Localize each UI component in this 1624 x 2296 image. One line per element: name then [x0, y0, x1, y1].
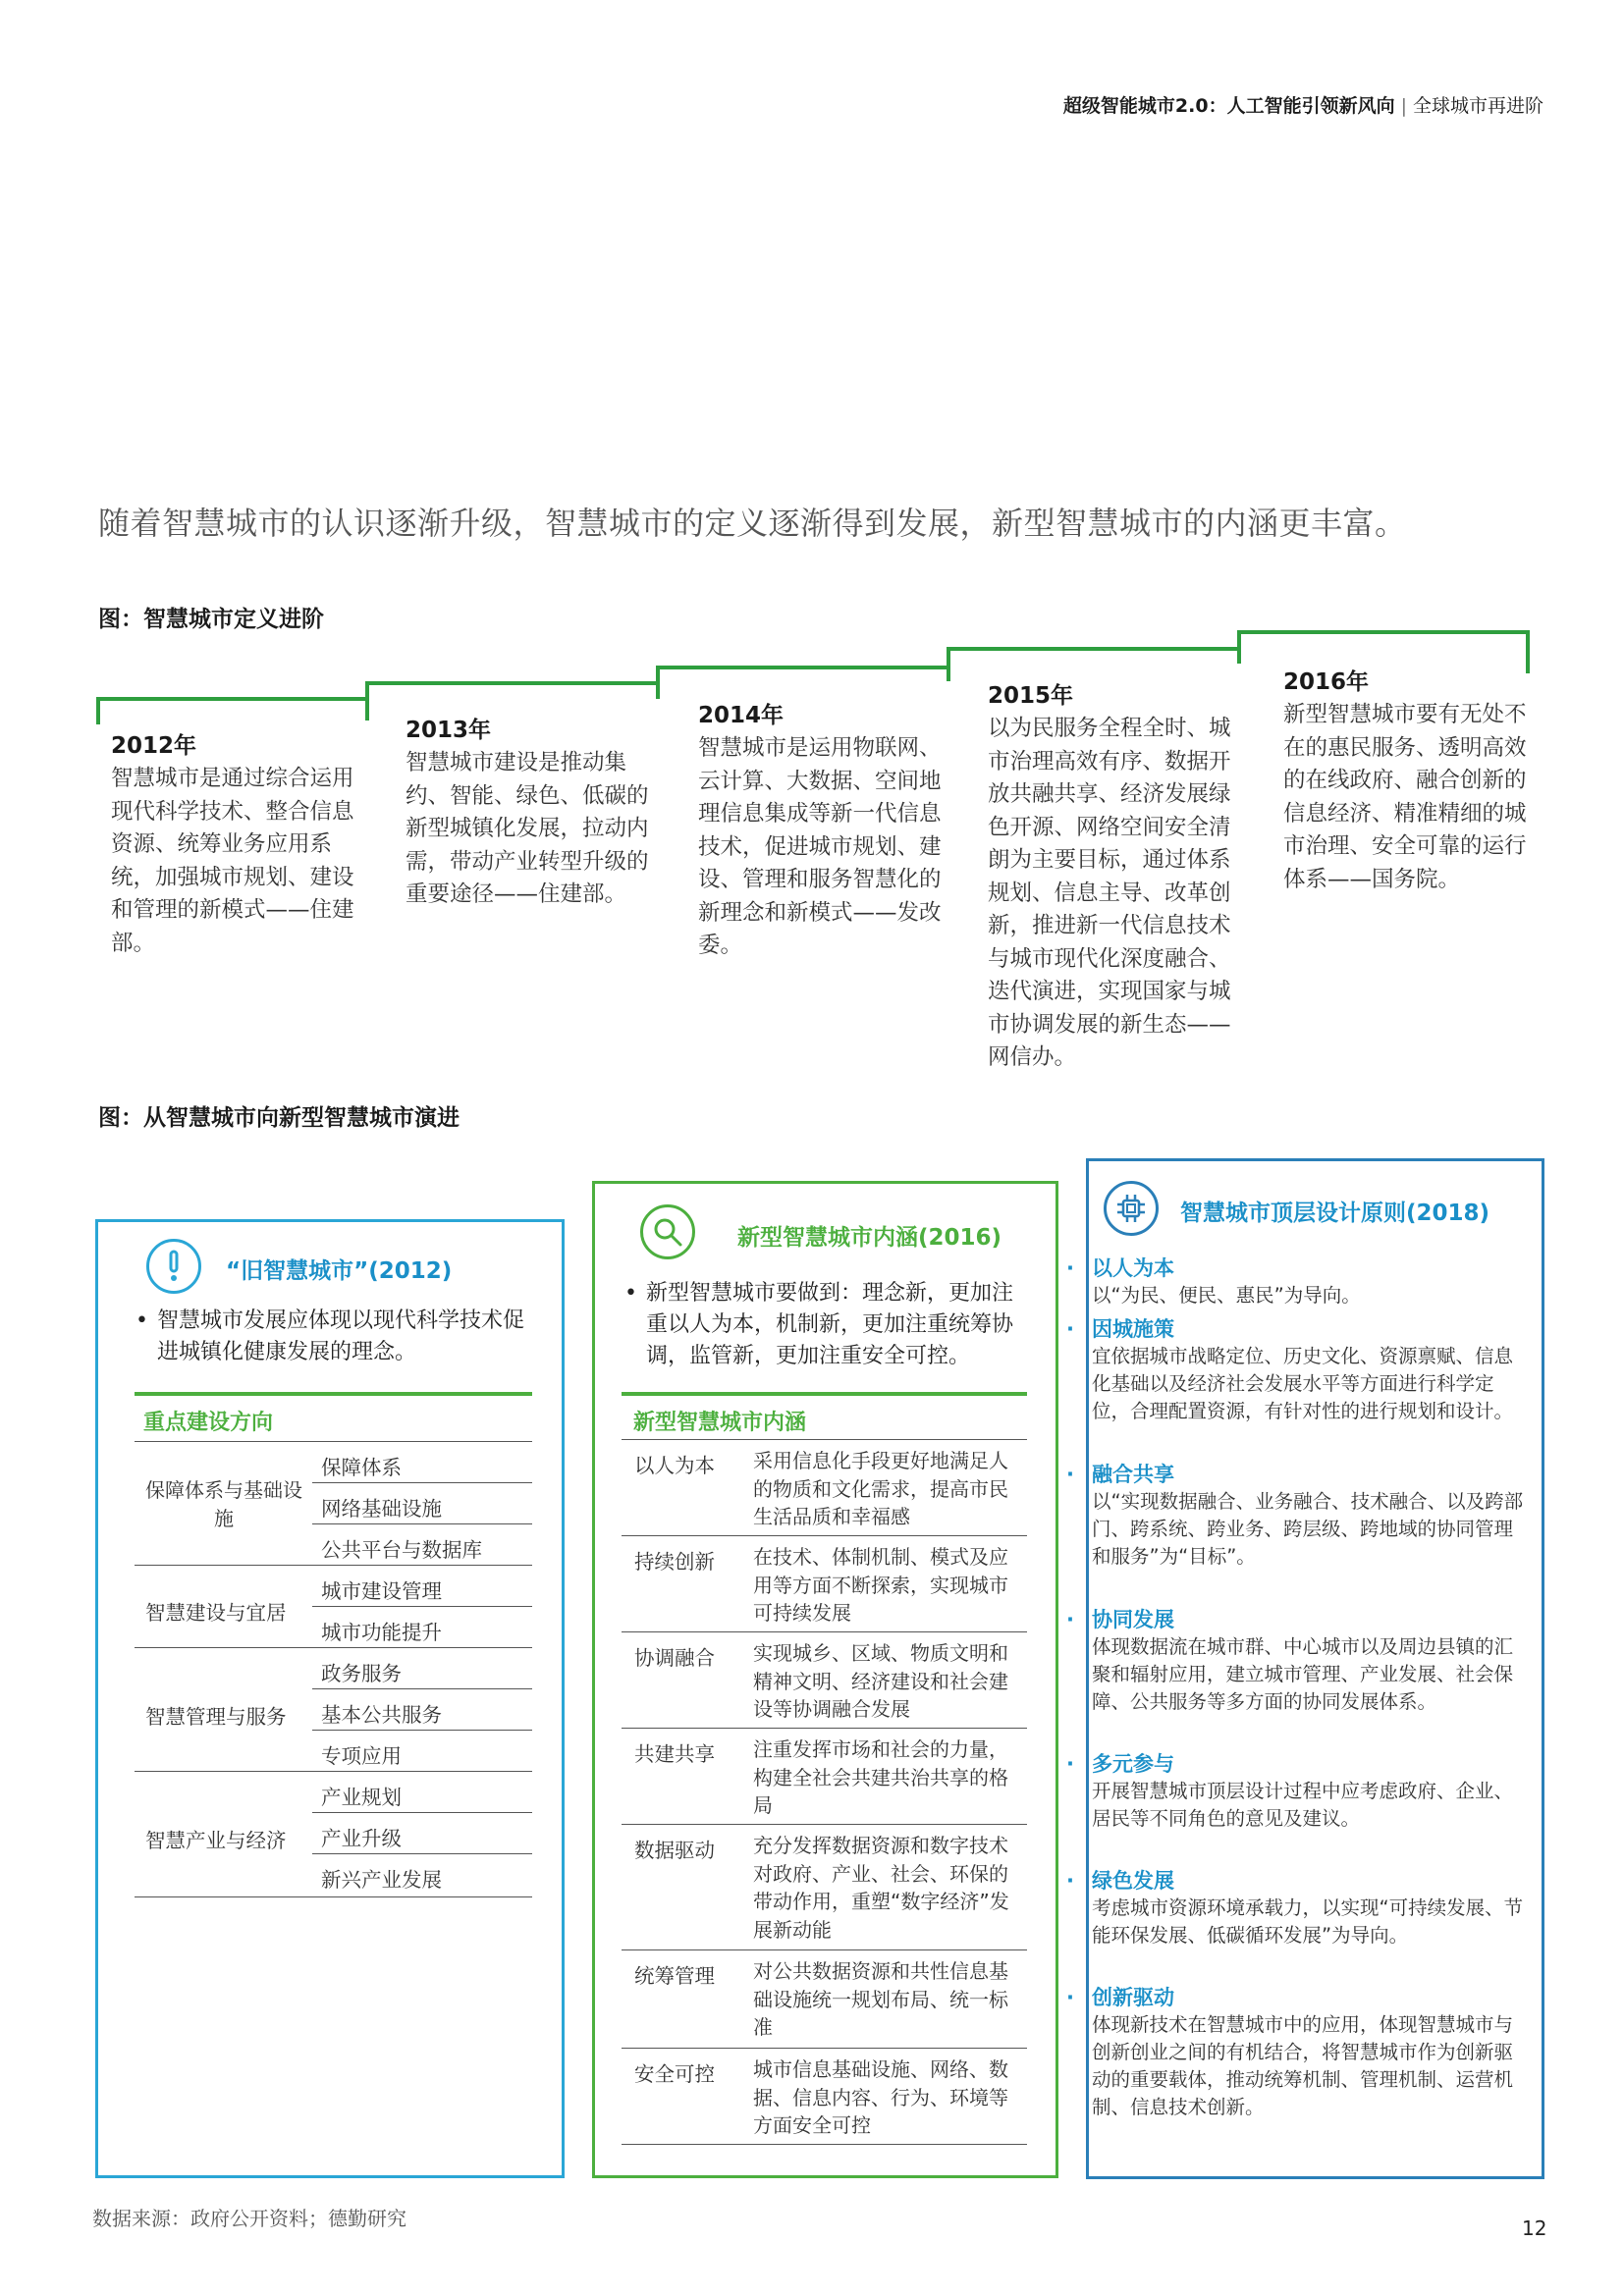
box1-title-year: (2012) [368, 1258, 453, 1284]
timeline-text: 智慧城市是通过综合运用现代科学技术、整合信息资源、统筹业务应用系统，加强城市规划、建设和管理的新模式——住建部。 [111, 766, 354, 956]
principle-heading: 协同发展 [1092, 1608, 1174, 1631]
timeline-item-2013 [406, 716, 651, 912]
timeline-year: 2012年 [111, 733, 197, 759]
box1-group-name: 智慧建设与宜居 [145, 1601, 287, 1625]
box2-bullet-text: 新型智慧城市要做到：理念新，更加注重以人为本，机制新，更加注重统筹协调，监管新，更加注重安全可控。 [646, 1281, 1014, 1368]
box1-section-rule [135, 1392, 532, 1396]
box2-title-text: 新型智慧城市内涵 [737, 1225, 918, 1251]
principle-body: 体现新技术在智慧城市中的应用，体现智慧城市与创新创业之间的有机结合，将智慧城市作为创新驱动的重要载体，推动统筹机制、管理机制、运营机制、信息技术创新。 [1092, 2013, 1514, 2118]
timeline-year: 2016年 [1283, 669, 1370, 695]
box1-group-item: 新兴产业发展 [321, 1868, 442, 1892]
principle-body: 体现数据流在城市群、中心城市以及周边县镇的汇聚和辐射应用，建立城市管理、产业发展、社会保障、公共服务等多方面的协同发展体系。 [1092, 1635, 1514, 1713]
chip-icon [1104, 1181, 1159, 1236]
principle-heading: 因城施策 [1092, 1317, 1174, 1341]
box2-title [737, 1219, 1001, 1252]
data-source: 数据来源：政府公开资料；德勤研究 [92, 2207, 406, 2230]
principle-heading: 融合共享 [1092, 1463, 1174, 1486]
box2-row-key: 数据驱动 [634, 1839, 715, 1862]
box1-group-item: 基本公共服务 [321, 1703, 442, 1727]
principle-body: 考虑城市资源环境承载力，以实现“可持续发展、节能环保发展、低碳循环发展”为导向。 [1092, 1896, 1524, 1947]
box1-group-item: 政务服务 [321, 1662, 402, 1685]
box2-row-value: 采用信息化手段更好地满足人的物质和文化需求，提高市民生活品质和幸福感 [753, 1449, 1008, 1528]
box2-row-key: 统筹管理 [634, 1964, 715, 1988]
box2-row-key: 以人为本 [634, 1454, 715, 1477]
box2-bullet: • 新型智慧城市要做到：理念新，更加注重以人为本，机制新，更加注重统筹协调，监管新，更加注重安全可控。 [624, 1281, 1014, 1368]
box1-title-text: “旧智慧城市” [226, 1258, 369, 1284]
box1-group-item: 城市功能提升 [321, 1621, 442, 1644]
timeline-year: 2013年 [406, 718, 492, 743]
box1-group-item: 网络基础设施 [321, 1497, 442, 1521]
principle-item: · 协同发展 体现数据流在城市群、中心城市以及周边县镇的汇聚和辐射应用，建立城市管理、产业发展、社会保障、公共服务等多方面的协同发展体系。 [1092, 1606, 1524, 1716]
box2-row-value: 充分发挥数据资源和数字技术对政府、产业、社会、环保的带动作用，重塑“数字经济”发展新动能 [753, 1834, 1009, 1942]
principle-heading: 绿色发展 [1092, 1869, 1174, 1893]
principle-heading: 多元参与 [1092, 1752, 1174, 1776]
box2-row-value: 实现城乡、区域、物质文明和精神文明、经济建设和社会建设等协调融合发展 [753, 1641, 1008, 1721]
box2-row-key: 持续创新 [634, 1550, 715, 1574]
box2-row-value: 注重发挥市场和社会的力量，构建全社会共建共治共享的格局 [753, 1737, 1008, 1817]
box1-group-item: 公共平台与数据库 [321, 1538, 482, 1562]
timeline-year: 2014年 [698, 703, 785, 728]
principle-item: · 创新驱动 体现新技术在智慧城市中的应用，体现智慧城市与创新创业之间的有机结合，将智慧城市作为创新驱动的重要载体，推动统筹机制、管理机制、运营机制、信息技术创新。 [1092, 1984, 1524, 2121]
principle-item: · 融合共享 以“实现数据融合、业务融合、技术融合、以及跨部门、跨系统、跨业务、跨层级、跨地域的协同管理和服务”为“目标”。 [1092, 1461, 1524, 1571]
box3-title-text: 智慧城市顶层设计原则 [1180, 1201, 1406, 1226]
box3-title [1180, 1195, 1489, 1227]
running-header [1063, 91, 1543, 118]
box2-section-rule [622, 1392, 1027, 1396]
box1-bullet: • 智慧城市发展应体现以现代科学技术促进城镇化健康发展的理念。 [135, 1308, 525, 1364]
box1-section-head: 重点建设方向 [143, 1411, 274, 1435]
principle-heading: 以人为本 [1092, 1256, 1174, 1280]
figure2-title: 图：从智慧城市向新型智慧城市演进 [98, 1105, 460, 1131]
principle-body: 开展智慧城市顶层设计过程中应考虑政府、企业、居民等不同角色的意见及建议。 [1092, 1780, 1514, 1830]
principle-item: · 绿色发展 考虑城市资源环境承载力，以实现“可持续发展、节能环保发展、低碳循环发展”为导向。 [1092, 1867, 1524, 1949]
page-number: 12 [1522, 2216, 1547, 2240]
box1-group-name: 保障体系与基础设施 [145, 1478, 302, 1530]
timeline-item-2014 [698, 701, 944, 963]
box2-row-key: 协调融合 [634, 1646, 715, 1670]
timeline-year: 2015年 [988, 683, 1074, 709]
header-report-title: 超级智能城市2.0：人工智能引领新风向 [1062, 95, 1395, 117]
principle-body: 宜依据城市战略定位、历史文化、资源禀赋、信息化基础以及经济社会发展水平等方面进行科学定位，合理配置资源，有针对性的进行规划和设计。 [1092, 1345, 1514, 1422]
timeline-item-2012 [111, 731, 356, 960]
figure1-title: 图：智慧城市定义进阶 [98, 607, 324, 632]
box1-group-item: 保障体系 [321, 1456, 402, 1479]
principle-item: · 多元参与 开展智慧城市顶层设计过程中应考虑政府、企业、居民等不同角色的意见及建议。 [1092, 1750, 1524, 1833]
box2-section-head: 新型智慧城市内涵 [633, 1411, 807, 1435]
box1-bullet-text: 智慧城市发展应体现以现代科学技术促进城镇化健康发展的理念。 [157, 1308, 525, 1364]
principle-item: · 因城施策 宜依据城市战略定位、历史文化、资源禀赋、信息化基础以及经济社会发展水平等方面进行科学定位，合理配置资源，有针对性的进行规划和设计。 [1092, 1315, 1524, 1425]
principle-heading: 创新驱动 [1092, 1986, 1174, 2009]
box1-group-name: 智慧产业与经济 [145, 1829, 287, 1852]
intro-text: 随着智慧城市的认识逐渐升级，智慧城市的定义逐渐得到发展，新型智慧城市的内涵更丰富。 [98, 505, 1407, 542]
timeline-text: 新型智慧城市要有无处不在的惠民服务、透明高效的在线政府、融合创新的信息经济、精准精细的城市治理、安全可靠的运行体系——国务院。 [1283, 702, 1527, 892]
box1-group-item: 专项应用 [321, 1744, 402, 1768]
box1-group-item: 产业规划 [321, 1786, 402, 1809]
box1-title [226, 1253, 452, 1285]
timeline-text: 以为民服务全程全时、城市治理高效有序、数据开放共融共享、经济发展绿色开源、网络空间安全清朗为主要目标，通过体系规划、信息主导、改革创新，推进新一代信息技术与城市现代化深度融合、迭代演进，实现国家与城市协调发展的新生态——网信办。 [988, 716, 1231, 1070]
search-icon [640, 1204, 695, 1259]
exclamation-icon [146, 1239, 201, 1294]
timeline-item-2016 [1283, 667, 1529, 896]
box2-row-key: 安全可控 [634, 2062, 715, 2086]
box2-row-value: 在技术、体制机制、模式及应用等方面不断探索，实现城市可持续发展 [753, 1545, 1008, 1625]
principle-body: 以“实现数据融合、业务融合、技术融合、以及跨部门、跨系统、跨业务、跨层级、跨地域的协同管理和服务”为“目标”。 [1092, 1490, 1524, 1568]
box3-title-year: (2018) [1406, 1201, 1490, 1226]
principle-item: · 以人为本 以“为民、便民、惠民”为导向。 [1092, 1255, 1524, 1309]
box2-row-key: 共建共享 [634, 1742, 715, 1766]
timeline-text: 智慧城市是运用物联网、云计算、大数据、空间地理信息集成等新一代信息技术，促进城市规划、建设、管理和服务智慧化的新理念和新模式——发改委。 [698, 735, 942, 958]
box2-row-value: 对公共数据资源和共性信息基础设施统一规划布局、统一标准 [753, 1959, 1008, 2039]
header-section: 全球城市再进阶 [1412, 95, 1543, 117]
box2-row-value: 城市信息基础设施、网络、数据、信息内容、行为、环境等方面安全可控 [753, 2057, 1008, 2137]
timeline-item-2015 [988, 681, 1233, 1075]
principle-body: 以“为民、便民、惠民”为导向。 [1092, 1284, 1361, 1307]
timeline-text: 智慧城市建设是推动集约、智能、绿色、低碳的新型城镇化发展，拉动内需，带动产业转型升级的重要途径——住建部。 [406, 750, 649, 907]
box1-group-item: 城市建设管理 [321, 1579, 442, 1603]
box1-group-name: 智慧管理与服务 [145, 1705, 287, 1729]
box1-group-item: 产业升级 [321, 1827, 402, 1850]
box2-title-year: (2016) [918, 1225, 1002, 1251]
header-separator: | [1400, 95, 1407, 117]
